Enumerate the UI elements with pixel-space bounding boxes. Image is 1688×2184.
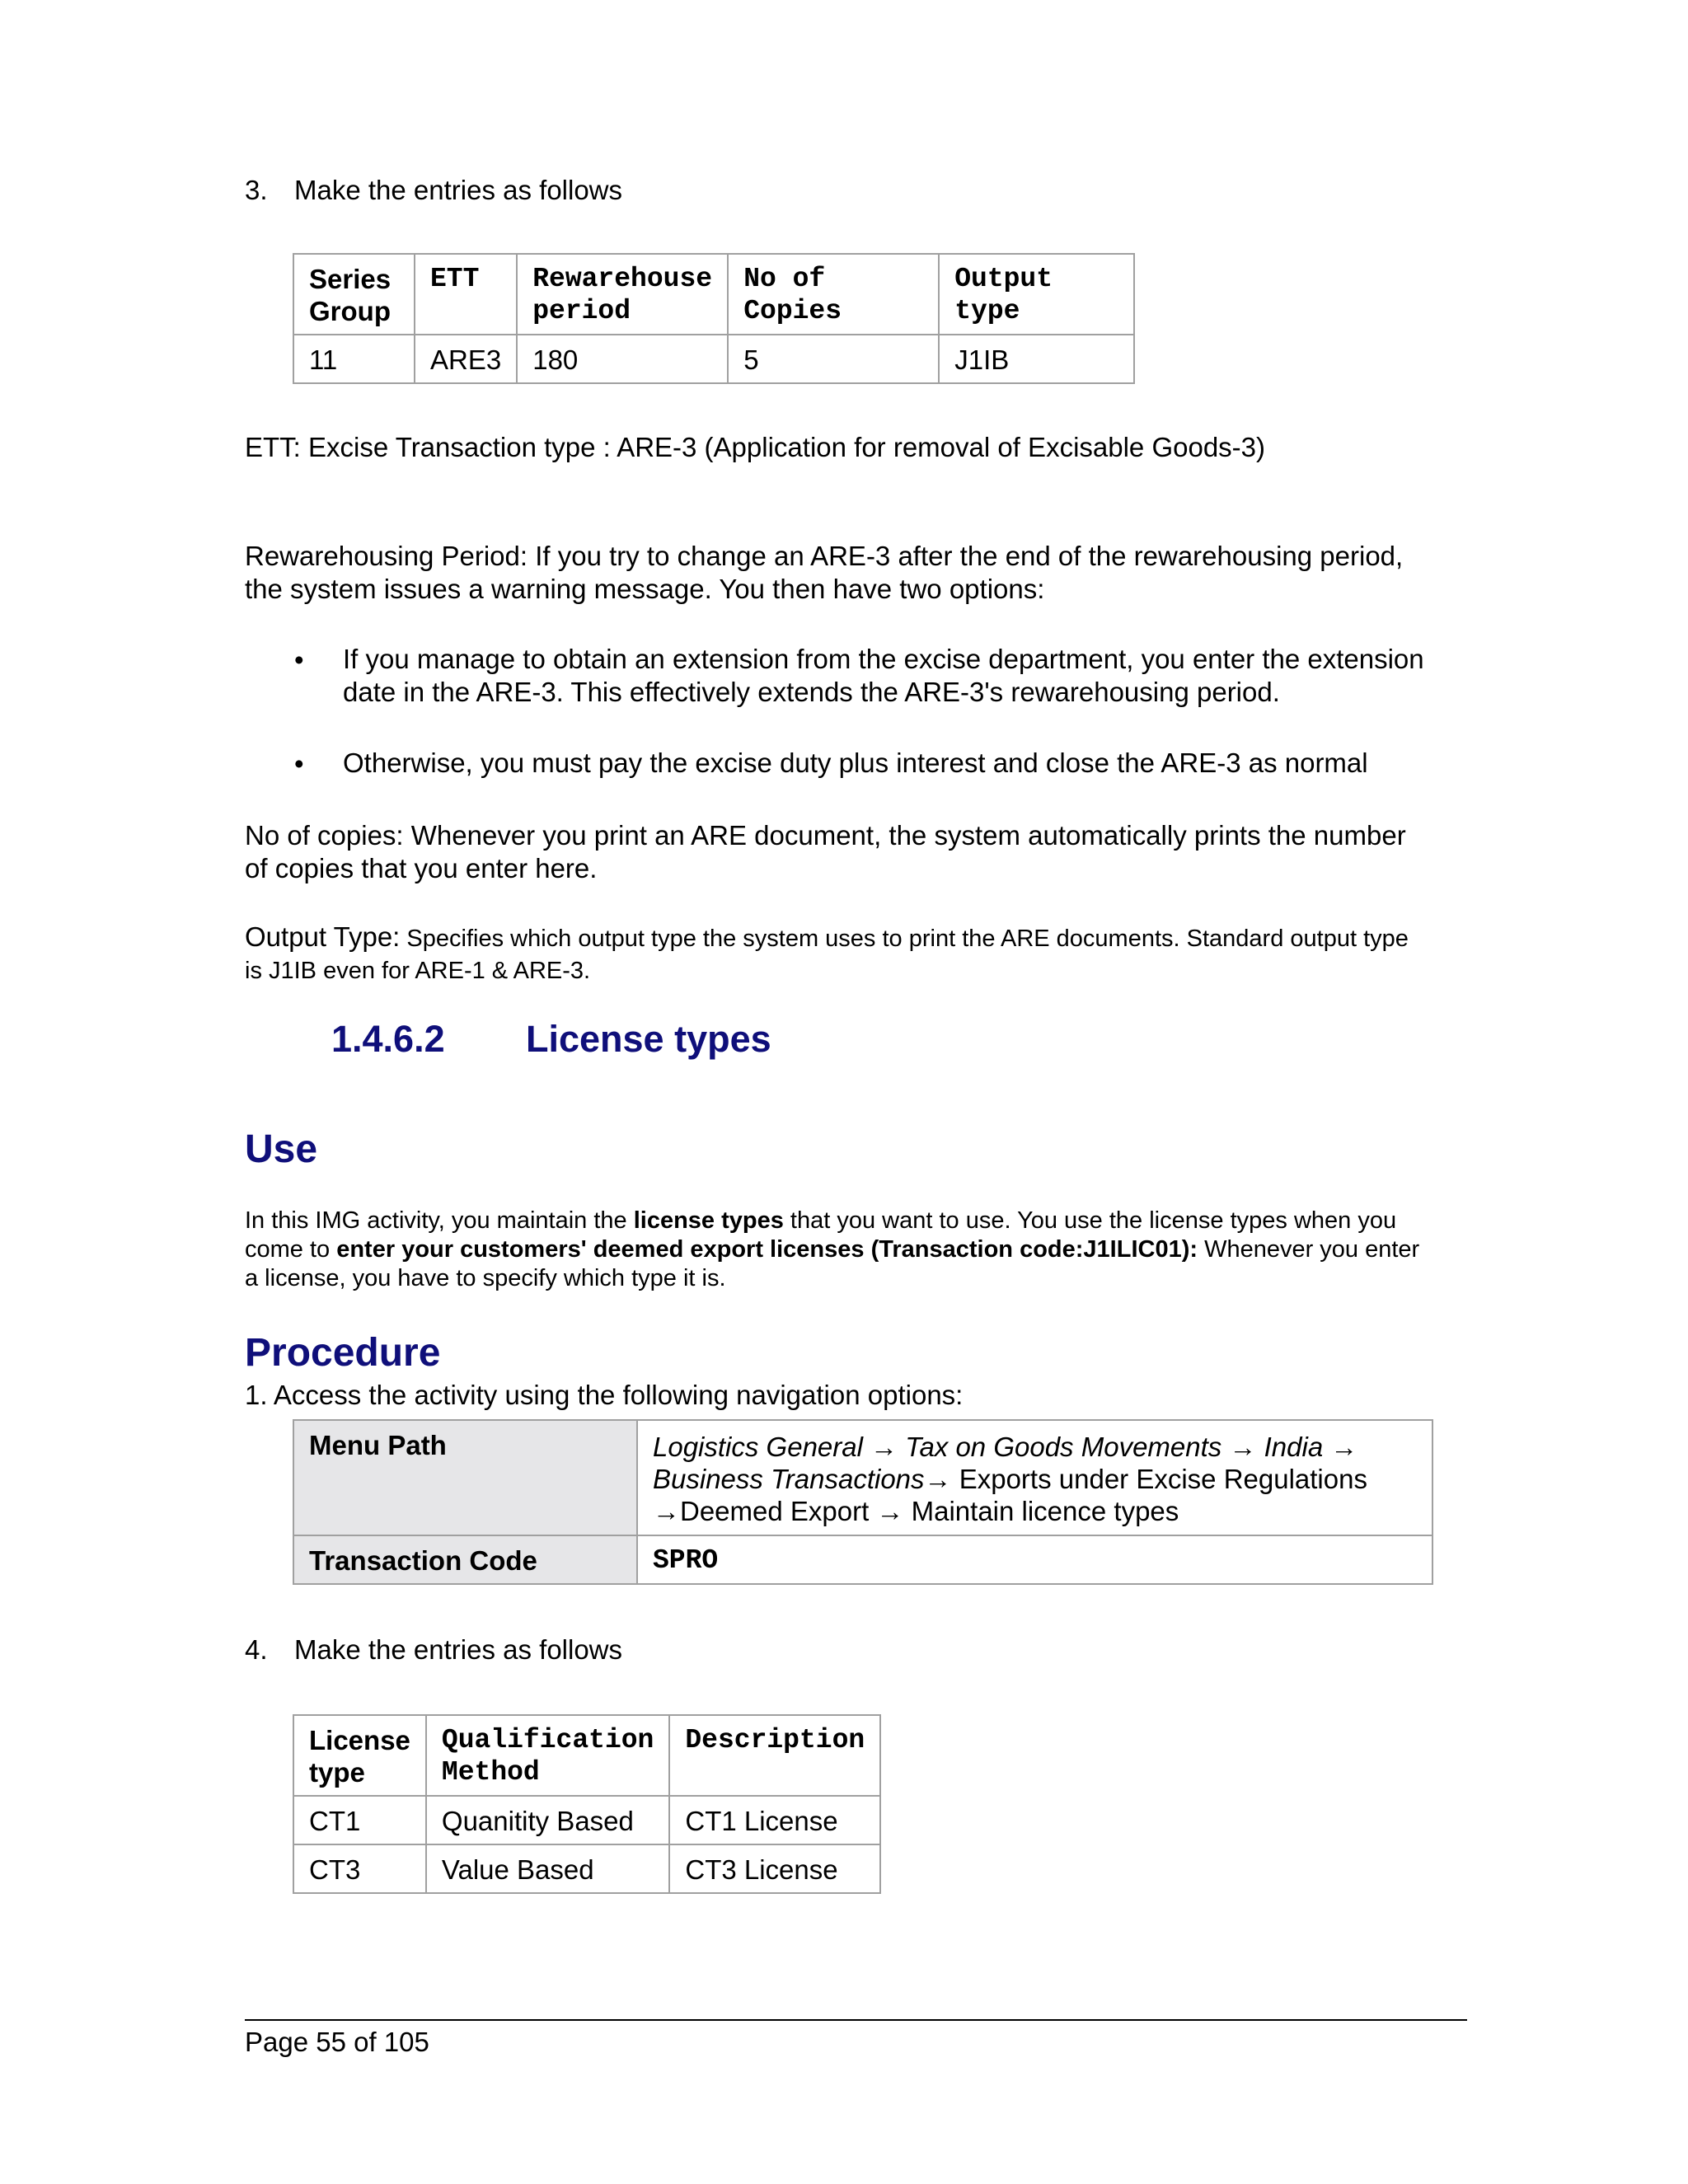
table-row: [293, 1844, 880, 1893]
arrow-right-icon: →: [876, 1496, 904, 1526]
transaction-code-value: SPRO: [637, 1535, 1432, 1584]
arrow-right-icon: →: [653, 1496, 680, 1526]
use-bold-license-types: license types: [633, 1207, 784, 1234]
table-row: [293, 1796, 880, 1844]
step-4-number: 4.: [245, 1634, 268, 1665]
use-heading: Use: [245, 1127, 318, 1171]
cell-series-group: 11: [293, 335, 415, 383]
th-description: Description: [669, 1715, 880, 1796]
th-license-type: License type: [293, 1715, 426, 1796]
bullet-1-glyph: •: [294, 644, 304, 675]
output-type-text: Specifies which output type the system uses to print the ARE documents. Standard output type is J1IB even for ARE-1 & ARE-3.: [245, 926, 1409, 984]
license-types-table: [293, 1714, 881, 1894]
footer-divider: [245, 2019, 1467, 2021]
copies-paragraph: No of copies: Whenever you print an ARE document, the system automatically prints the number of copies that you enter here.: [245, 820, 1406, 883]
arrow-right-icon: →: [1229, 1432, 1257, 1462]
transaction-code-row: [293, 1535, 1432, 1584]
th-ett: ETT: [415, 254, 517, 335]
th-series-group: Series Group: [293, 254, 415, 335]
th-output-type: Output type: [939, 254, 1134, 335]
cell-license-type: CT3: [293, 1844, 426, 1893]
cell-output-type: J1IB: [939, 335, 1134, 383]
use-bold-enter-licenses: enter your customers' deemed export licenses (Transaction code:J1ILIC01):: [336, 1236, 1198, 1263]
bullet-2-glyph: •: [294, 748, 304, 779]
arrow-right-icon: →: [924, 1464, 952, 1494]
procedure-heading: Procedure: [245, 1331, 441, 1375]
th-rewarehouse-period: Rewarehouse period: [517, 254, 728, 335]
step-4-text: Make the entries as follows: [294, 1634, 623, 1665]
cell-description: CT1 License: [669, 1796, 880, 1844]
cell-no-of-copies: 5: [728, 335, 939, 383]
menu-path-row: [293, 1420, 1432, 1535]
cell-description: CT3 License: [669, 1844, 880, 1893]
step-3-text: Make the entries as follows: [294, 175, 623, 205]
output-type-paragraph: [245, 922, 1432, 989]
entries-table-ett: [293, 253, 1135, 384]
cell-rewarehouse-period: 180: [517, 335, 728, 383]
arrow-right-icon: →: [870, 1432, 898, 1462]
bullet-1-text: If you manage to obtain an extension from the excise department, you enter the extension date in the ARE-3. This effectively extends the ARE-3's rewarehousing period.: [343, 644, 1424, 707]
cell-qualification-method: Value Based: [426, 1844, 669, 1893]
cell-qualification-method: Quanitity Based: [426, 1796, 669, 1844]
table-header-row: [293, 1715, 880, 1796]
use-text-2: that you want to use. You use the license types when you come to: [245, 1207, 1397, 1263]
menu-path-value: [637, 1420, 1432, 1535]
bullet-2-text: Otherwise, you must pay the excise duty plus interest and close the ARE-3 as normal: [343, 748, 1368, 778]
arrow-right-icon: →: [1330, 1432, 1358, 1462]
path-india: India: [1256, 1432, 1331, 1462]
section-number: 1.4.6.2: [331, 1018, 445, 1060]
use-text-1: In this IMG activity, you maintain the: [245, 1207, 634, 1234]
use-text-3: Whenever you enter a license, you have to specify which type it is.: [245, 1236, 1420, 1291]
section-title: License types: [526, 1018, 771, 1060]
th-no-of-copies: No of Copies: [728, 254, 939, 335]
cell-ett: ARE3: [415, 335, 517, 383]
page-number: Page 55 of 105: [245, 2027, 429, 2057]
table-row: [293, 335, 1134, 383]
cell-license-type: CT1: [293, 1796, 426, 1844]
path-logistics-general: Logistics General: [653, 1432, 871, 1462]
table-header-row: [293, 254, 1134, 335]
rewarehousing-paragraph: Rewarehousing Period: If you try to change an ARE-3 after the end of the rewarehousing period, the system issues a warning message. You then have two options:: [245, 541, 1404, 604]
path-exports-excise: Exports under Excise Regulations: [951, 1464, 1367, 1494]
use-paragraph: [245, 1207, 1432, 1293]
output-type-label: Output Type:: [245, 921, 401, 952]
menu-path-label: Menu Path: [293, 1420, 637, 1535]
ett-definition: ETT: Excise Transaction type : ARE-3 (Application for removal of Excisable Goods-3): [245, 432, 1266, 462]
path-maintain-licence-types: Maintain licence types: [903, 1496, 1179, 1526]
procedure-step-1: 1. Access the activity using the following navigation options:: [245, 1380, 964, 1410]
transaction-code-label: Transaction Code: [293, 1535, 637, 1584]
path-business-transactions: Business Transactions: [653, 1464, 925, 1494]
navigation-table: [293, 1419, 1433, 1585]
path-tax-on-goods: Tax on Goods Movements: [898, 1432, 1230, 1462]
path-deemed-export: Deemed Export: [680, 1496, 877, 1526]
th-qualification-method: Qualification Method: [426, 1715, 669, 1796]
step-3-number: 3.: [245, 175, 268, 205]
